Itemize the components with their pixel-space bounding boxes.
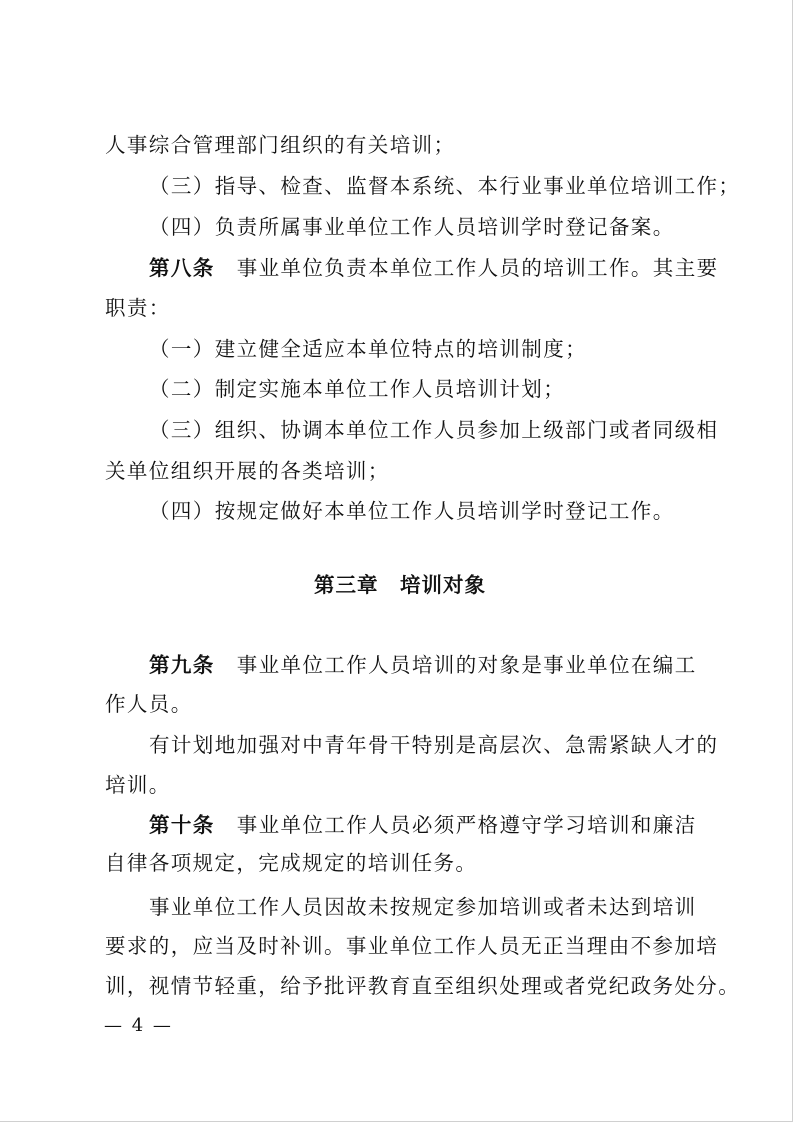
text-line: （四）按规定做好本单位工作人员培训学时登记工作。 <box>149 499 675 523</box>
text-line: 事业单位工作人员因故未按规定参加培训或者未达到培训 <box>149 895 697 919</box>
text-line: 要求的，应当及时补训。事业单位工作人员无正当理由不参加培 <box>105 934 719 958</box>
text-line: （二）制定实施本单位工作人员培训计划； <box>149 377 566 401</box>
article-9-paragraph <box>149 650 697 680</box>
text-line: 人事综合管理部门组织的有关培训； <box>105 133 456 157</box>
text-line: 作人员。 <box>105 692 193 716</box>
text-line: 自律各项规定，完成规定的培训任务。 <box>105 851 478 875</box>
article-10-paragraph <box>149 810 697 840</box>
text-line: 事业单位负责本单位工作人员的培训工作。其主要 <box>236 256 719 280</box>
text-line: 事业单位工作人员必须严格遵守学习培训和廉洁 <box>236 813 697 837</box>
text-line: 事业单位工作人员培训的对象是事业单位在编工 <box>236 653 697 677</box>
article-label: 第八条 <box>149 256 215 280</box>
text-line: 有计划地加强对中青年骨干特别是高层次、急需紧缺人才的 <box>149 733 719 757</box>
text-line: （三）指导、检查、监督本系统、本行业事业单位培训工作； <box>149 174 741 198</box>
page-number: — 4 — <box>104 1015 173 1036</box>
text-line: 培训。 <box>105 773 171 797</box>
text-line: 关单位组织开展的各类培训； <box>105 459 390 483</box>
text-line: （三）组织、协调本单位工作人员参加上级部门或者同级相 <box>149 418 719 442</box>
text-line: 训，视情节轻重，给予批评教育直至组织处理或者党纪政务处分。 <box>105 974 741 998</box>
text-line: 职责： <box>105 296 171 320</box>
article-label: 第九条 <box>149 653 215 677</box>
chapter-heading: 第三章 培训对象 <box>314 573 486 597</box>
text-line: （一）建立健全适应本单位特点的培训制度； <box>149 337 587 361</box>
article-8-paragraph <box>149 253 719 283</box>
article-label: 第十条 <box>149 813 215 837</box>
text-line: （四）负责所属事业单位工作人员培训学时登记备案。 <box>149 215 675 239</box>
